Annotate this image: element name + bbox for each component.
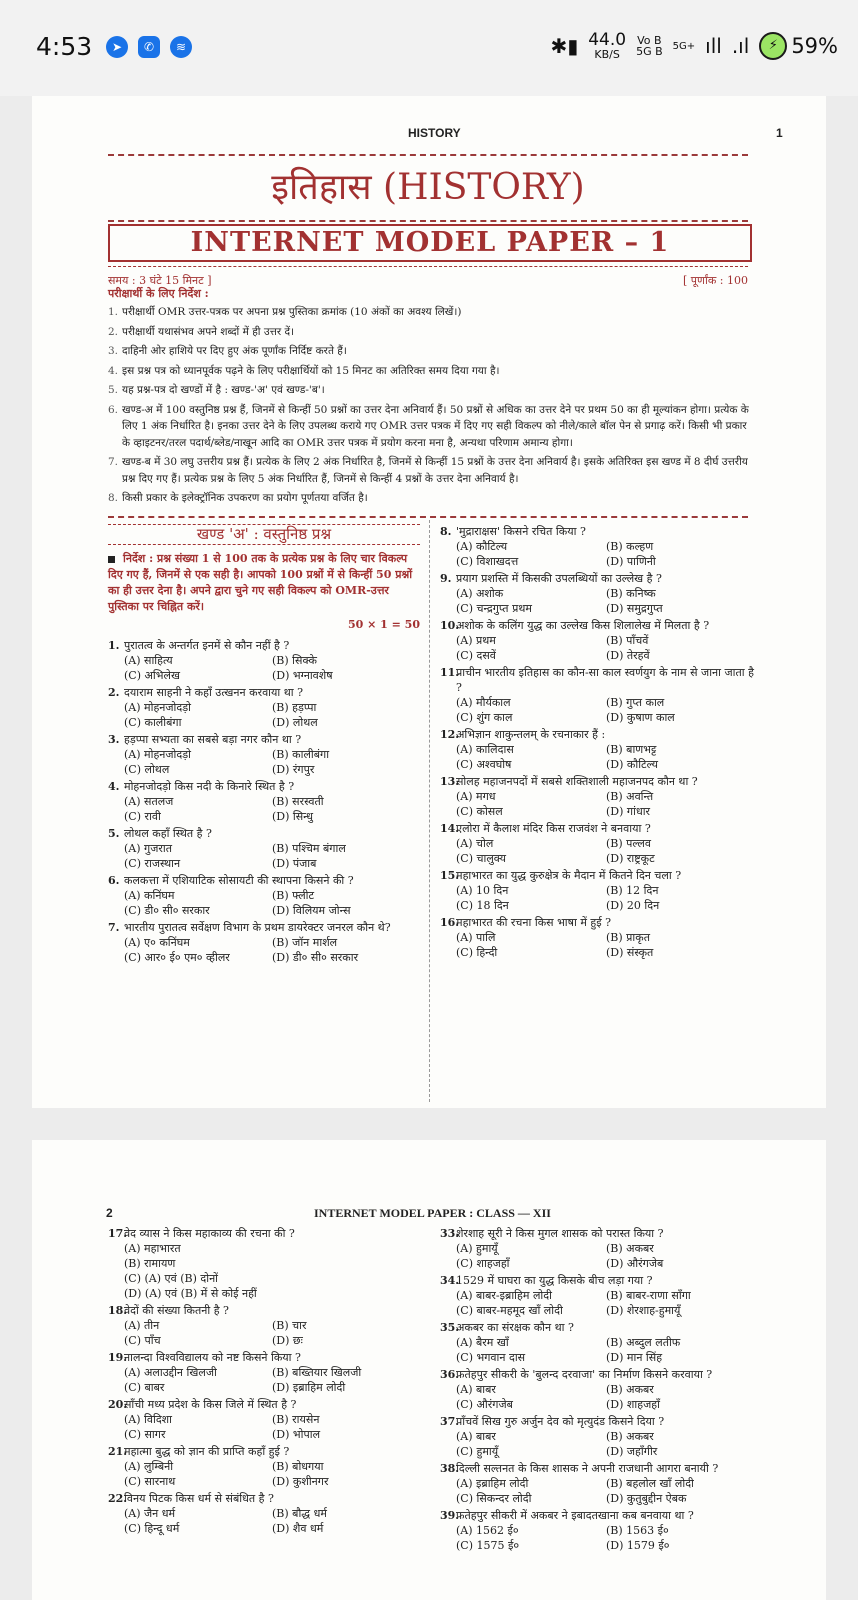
answer-option: (A) अशोक (456, 587, 504, 600)
question-item (108, 779, 420, 824)
answer-option: (C) चन्द्रगुप्त प्रथम (456, 602, 532, 615)
answer-option: (D) पाणिनी (606, 555, 656, 568)
question-list (108, 1226, 420, 1536)
question-item (440, 1226, 756, 1271)
instructions-list (108, 304, 754, 510)
instruction-number: 1. (108, 306, 119, 318)
answer-option: (D) सिन्धु (272, 810, 313, 823)
question-list (440, 1226, 756, 1553)
exam-meta (108, 266, 748, 287)
question-text: वेद व्यास ने किस महाकाव्य की रचना की ? (124, 1227, 295, 1240)
answer-option: (C) राजस्थान (124, 857, 181, 870)
clock: 4:53 (36, 32, 93, 61)
volte-indicator: Vo B 5G B (636, 34, 663, 58)
answer-option: (A) हुमायूँ (456, 1242, 498, 1255)
question-number: 39. (440, 1509, 460, 1522)
question-text: विनय पिटक किस धर्म से संबंधित है ? (124, 1492, 274, 1505)
question-number: 5. (108, 827, 120, 840)
instruction-number: 2. (108, 325, 119, 338)
answer-option: (B) अकबर (606, 1430, 654, 1443)
answer-option: (D) कुतुबुद्दीन ऐबक (606, 1492, 687, 1505)
answer-option: (C) सागर (124, 1428, 166, 1441)
question-text: अशोक के कलिंग युद्ध का उल्लेख किस शिलालेख में मिलता है ? (456, 619, 710, 632)
answer-option: (B) अकबर (606, 1242, 654, 1255)
answer-option: (C) सारनाथ (124, 1475, 176, 1488)
answer-option: (C) (A) एवं (B) दोनों (124, 1272, 219, 1285)
question-item (108, 1226, 420, 1301)
question-number: 8. (440, 525, 452, 538)
instruction-text: इस प्रश्न पत्र को ध्यानपूर्वक पढ़ने के लिए परीक्षार्थियों को 15 मिनट का अतिरिक्त समय दिया गया है। (122, 364, 500, 377)
answer-option: (D) 1579 ई० (606, 1539, 670, 1552)
instruction-item (108, 363, 754, 380)
question-number: 19. (108, 1351, 128, 1364)
answer-option: (A) बाबर-इब्राहिम लोदी (456, 1289, 552, 1302)
answer-option: (A) 10 दिन (456, 884, 509, 897)
question-list (440, 524, 756, 960)
answer-option: (A) विदिशा (124, 1413, 173, 1426)
answer-option: (C) डी० सी० सरकार (124, 904, 210, 917)
page-header-subject: HISTORY (408, 126, 461, 140)
answer-option: (B) बौद्ध धर्म (272, 1507, 327, 1520)
answer-option: (D) तेरहवें (606, 649, 650, 662)
answer-option: (B) सरस्वती (272, 795, 324, 808)
answer-option: (D) 20 दिन (606, 899, 660, 912)
answer-option: (A) गुजरात (124, 842, 172, 855)
instruction-item (108, 324, 754, 341)
status-icons (550, 32, 838, 60)
answer-option: (B) फ्लीट (272, 889, 315, 902)
battery-charging-icon: ⚡ (759, 32, 787, 60)
question-number: 15. (440, 869, 460, 882)
answer-option: (B) अब्दुल लतीफ (606, 1336, 681, 1349)
signal-icon: ıll (705, 34, 722, 58)
answer-option: (A) इब्राहिम लोदी (456, 1477, 529, 1490)
question-number: 22. (108, 1492, 128, 1505)
answer-option: (A) साहित्य (124, 654, 173, 667)
question-text: दयाराम साहनी ने कहाँ उत्खनन करवाया था ? (124, 686, 304, 699)
answer-option: (D) कुशीनगर (272, 1475, 329, 1488)
instruction-number: 4. (108, 364, 119, 377)
full-marks-label: [ पूर्णांक : 100 (683, 274, 748, 287)
question-text: पाँचवें सिख गुरु अर्जुन देव को मृत्युदंड किसने दिया ? (456, 1415, 665, 1428)
question-item (440, 1461, 756, 1506)
answer-option: (A) जैन धर्म (124, 1507, 176, 1520)
signal-icon-2: .ıl (731, 34, 750, 58)
document-page-1 (32, 96, 826, 1108)
answer-option: (A) ए० कनिंघम (124, 936, 190, 949)
question-number: 35. (440, 1321, 460, 1334)
question-text: महाभारत की रचना किस भाषा में हुई ? (456, 916, 612, 929)
answer-option: (B) गुप्त काल (606, 696, 665, 709)
answer-option: (A) सतलज (124, 795, 174, 808)
question-text: शेरशाह सूरी ने किस मुगल शासक को परास्त किया ? (456, 1227, 664, 1240)
question-text: नालन्दा विश्वविद्यालय को नष्ट किसने किया ? (124, 1351, 301, 1364)
answer-option: (C) लोथल (124, 763, 170, 776)
directive: निर्देश : प्रश्न संख्या 1 से 100 तक के प्रत्येक प्रश्न के लिए चार विकल्प दिए गए हैं, जिनमें से एक सही है। आपको 100 प्रश्नों में से किन्हीं 50 प्रश्नों का ही उत्तर देना है। अपने द्वारा चुने गए सही विकल्प को OMR-उत्तर पुस्तिका पर चिह्नित करें। (108, 552, 413, 613)
instructions-heading: परीक्षार्थी के लिए निर्देश : (108, 287, 209, 300)
answer-option: (A) 1562 ई० (456, 1524, 519, 1537)
question-text: 'मुद्राराक्षस' किसने रचित किया ? (456, 525, 586, 538)
answer-option: (C) कालीबंगा (124, 716, 182, 729)
question-item (440, 821, 756, 866)
answer-option: (A) मगध (456, 790, 496, 803)
question-text: हड़प्पा सभ्यता का सबसे बड़ा नगर कौन था ? (124, 733, 302, 746)
question-text: पुरातत्व के अन्तर्गत इनमें से कौन नहीं है ? (124, 639, 290, 652)
question-text: अकबर का संरक्षक कौन था ? (456, 1321, 574, 1334)
question-number: 36. (440, 1368, 460, 1381)
question-item (108, 638, 420, 683)
answer-option: (A) मौर्यकाल (456, 696, 511, 709)
question-number: 11. (440, 666, 460, 679)
instruction-item (108, 454, 754, 487)
instruction-text: परीक्षार्थी यथासंभव अपने शब्दों में ही उत्तर दें। (122, 325, 295, 338)
question-text: प्रयाग प्रशस्ति में किसकी उपलब्धियों का उल्लेख है ? (456, 572, 662, 585)
answer-option: (D) शेरशाह-हुमायूँ (606, 1304, 681, 1317)
question-item (440, 1273, 756, 1318)
answer-option: (C) 18 दिन (456, 899, 509, 912)
answer-option: (C) हिन्दी (456, 946, 498, 959)
answer-option: (C) 1575 ई० (456, 1539, 520, 1552)
page-number: 2 (106, 1206, 113, 1220)
answer-option: (B) हड़प्पा (272, 701, 317, 714)
question-number: 34. (440, 1274, 460, 1287)
question-text: दिल्ली सल्तनत के किस शासक ने अपनी राजधानी आगरा बनायी ? (456, 1462, 719, 1475)
answer-option: (B) 1563 ई० (606, 1524, 669, 1537)
answer-option: (D) डी० सी० सरकार (272, 951, 359, 964)
question-item (108, 732, 420, 777)
answer-option: (D) कुषाण काल (606, 711, 675, 724)
answer-option: (C) भगवान दास (456, 1351, 526, 1364)
question-text: अभिज्ञान शाकुन्तलम् के रचनाकार हैं : (456, 728, 606, 741)
question-text: महाभारत का युद्ध कुरुक्षेत्र के मैदान में कितने दिन चला ? (456, 869, 682, 882)
page-number: 1 (776, 126, 783, 140)
network-speed: 44.0 KB/S (588, 30, 627, 61)
answer-option: (D) विलियम जोन्स (272, 904, 351, 917)
answer-option: (B) अवन्ति (606, 790, 654, 803)
question-item (440, 1414, 756, 1459)
question-number: 20. (108, 1398, 128, 1411)
question-item (440, 665, 756, 725)
instruction-item (108, 304, 754, 321)
question-number: 21. (108, 1445, 128, 1458)
answer-option: (A) मोहनजोदड़ो (124, 748, 191, 761)
question-text: मोहनजोदड़ो किस नदी के किनारे स्थित है ? (124, 780, 295, 793)
question-item (108, 1444, 420, 1489)
answer-option: (D) भग्नावशेष (272, 669, 333, 682)
question-text: प्राचीन भारतीय इतिहास का कौन-सा काल स्वर्णयुग के नाम से जाना जाता है ? (456, 666, 754, 694)
question-number: 13. (440, 775, 460, 788)
instruction-item (108, 382, 754, 399)
answer-option: (A) प्रथम (456, 634, 496, 647)
question-text: सोलह महाजनपदों में सबसे शक्तिशाली महाजनपद कौन था ? (456, 775, 698, 788)
question-number: 10. (440, 619, 460, 632)
column-divider (429, 520, 430, 1102)
bluetooth-icon: ✱▮ (550, 34, 579, 58)
telegram-icon: ➤ (106, 36, 128, 58)
question-number: 37. (440, 1415, 460, 1428)
instruction-item (108, 490, 754, 507)
answer-option: (D) जहाँगीर (606, 1445, 658, 1458)
question-item (108, 920, 420, 965)
answer-option: (B) कनिष्क (606, 587, 656, 600)
marks-formula: 50 × 1 = 50 (347, 618, 420, 631)
answer-option: (D) रंगपुर (272, 763, 315, 776)
question-number: 4. (108, 780, 120, 793)
status-bar (0, 0, 858, 96)
instruction-text: परीक्षार्थी OMR उत्तर-पत्रक पर अपना प्रश्न पुस्तिका क्रमांक (10 अंकों का अवश्य लिखें।) (122, 306, 462, 318)
answer-option: (D) कौटिल्य (606, 758, 658, 771)
instruction-number: 7. (108, 456, 119, 468)
question-item (440, 524, 756, 569)
answer-option: (A) कालिदास (456, 743, 514, 756)
answer-option: (C) शाहजहाँ (456, 1257, 510, 1270)
question-number: 17. (108, 1227, 128, 1240)
question-item (440, 571, 756, 616)
question-text: फतेहपुर सीकरी में अकबर ने इबादतखाना कब बनवाया था ? (456, 1509, 694, 1522)
document-page-2 (32, 1140, 826, 1600)
answer-option: (B) बाबर-राणा साँगा (606, 1289, 691, 1302)
answer-option: (B) जॉन मार्शल (272, 936, 338, 949)
answer-option: (C) रावी (124, 810, 161, 823)
section-divider (108, 516, 748, 518)
question-item (440, 915, 756, 960)
answer-option: (D) मान सिंह (606, 1351, 663, 1364)
answer-option: (C) पाँच (124, 1334, 161, 1347)
instruction-text: यह प्रश्न-पत्र दो खण्डों में है : खण्ड-'अ' एवं खण्ड-'ब'। (122, 384, 325, 396)
instruction-number: 5. (108, 384, 119, 396)
question-item (108, 873, 420, 918)
call-app-icon: ✆ (138, 36, 160, 58)
network-type: 5G+ (672, 40, 696, 52)
question-text: 1529 में घाघरा का युद्ध किसके बीच लड़ा गया ? (456, 1274, 653, 1287)
answer-option: (B) पाँचवें (606, 634, 649, 647)
question-item (440, 1367, 756, 1412)
left-column (108, 524, 420, 967)
answer-option: (A) अलाउद्दीन खिलजी (124, 1366, 217, 1379)
battery: ⚡ 59% (759, 32, 838, 60)
question-text: कलकत्ता में एशियाटिक सोसायटी की स्थापना किसने की ? (124, 874, 354, 887)
question-number: 1. (108, 639, 120, 652)
answer-option: (C) सिकन्दर लोदी (456, 1492, 532, 1505)
instruction-number: 6. (108, 403, 119, 416)
answer-option: (A) कौटिल्य (456, 540, 508, 553)
answer-option: (D) पंजाब (272, 857, 317, 870)
question-item (440, 1508, 756, 1553)
answer-option: (C) कोसल (456, 805, 503, 818)
question-item (108, 685, 420, 730)
instruction-number: 8. (108, 492, 119, 504)
answer-option: (B) पश्चिम बंगाल (272, 842, 346, 855)
question-item (108, 1491, 420, 1536)
answer-option: (B) चार (272, 1319, 307, 1332)
hotspot-icon: ≋ (170, 36, 192, 58)
question-text: भारतीय पुरातत्व सर्वेक्षण विभाग के प्रथम डायरेक्टर जनरल कौन थे? (124, 921, 391, 934)
answer-option: (D) (A) एवं (B) में से कोई नहीं (124, 1287, 257, 1300)
section-title: खण्ड 'अ' : वस्तुनिष्ठ प्रश्न (108, 524, 420, 545)
question-item (108, 1397, 420, 1442)
answer-option: (B) बोधगया (272, 1460, 324, 1473)
answer-option: (D) संस्कृत (606, 946, 654, 959)
question-number: 7. (108, 921, 120, 934)
question-number: 16. (440, 916, 460, 929)
left-column (108, 1226, 420, 1538)
answer-option: (D) इब्राहिम लोदी (272, 1381, 346, 1394)
answer-option: (C) बाबर (124, 1381, 165, 1394)
bullet-square-icon (108, 556, 115, 563)
instruction-number: 3. (108, 345, 119, 357)
question-item (440, 618, 756, 663)
answer-option: (C) आर० ई० एम० व्हीलर (124, 951, 230, 964)
question-item (108, 1350, 420, 1395)
answer-option: (B) कल्हण (606, 540, 654, 553)
answer-option: (B) प्राकृत (606, 931, 650, 944)
question-list (108, 638, 420, 965)
time-label: समय : 3 घंटे 15 मिनट ] (108, 274, 212, 287)
question-text: लोथल कहाँ स्थित है ? (124, 827, 212, 840)
answer-option: (A) महाभारत (124, 1242, 181, 1255)
question-text: फतेहपुर सीकरी के 'बुलन्द दरवाजा' का निर्माण किसने करवाया ? (456, 1368, 713, 1381)
answer-option: (B) सिक्के (272, 654, 317, 667)
question-number: 2. (108, 686, 120, 699)
answer-option: (B) रामायण (124, 1257, 176, 1270)
question-text: वेदों की संख्या कितनी है ? (124, 1304, 229, 1317)
question-item (440, 774, 756, 819)
answer-option: (D) भोपाल (272, 1428, 321, 1441)
question-number: 12. (440, 728, 460, 741)
answer-option: (A) तीन (124, 1319, 160, 1332)
question-item (108, 1303, 420, 1348)
question-number: 18. (108, 1304, 128, 1317)
answer-option: (D) शाहजहाँ (606, 1398, 660, 1411)
answer-option: (C) हुमायूँ (456, 1445, 499, 1458)
right-column (440, 524, 756, 962)
question-number: 6. (108, 874, 120, 887)
answer-option: (B) बख्तियार खिलजी (272, 1366, 362, 1379)
answer-option: (A) बाबर (456, 1383, 496, 1396)
answer-option: (B) बाणभट्ट (606, 743, 657, 756)
answer-option: (B) बहलोल खाँ लोदी (606, 1477, 694, 1490)
answer-option: (C) बाबर-महमूद खाँ लोदी (456, 1304, 563, 1317)
question-number: 14. (440, 822, 460, 835)
question-number: 38. (440, 1462, 460, 1475)
answer-option: (D) समुद्रगुप्त (606, 602, 663, 615)
answer-option: (A) कनिंघम (124, 889, 175, 902)
instruction-text: खण्ड-अ में 100 वस्तुनिष्ठ प्रश्न हैं, जिनमें से किन्हीं 50 प्रश्नों का उत्तर देना अनिवार्य हैं। 50 प्रश्नों से अधिक का उत्तर देने पर प्रथम 50 का ही मूल्यांकन होगा। प्रत्येक के लिए 1 अंक निर्धारित है। इनका उत्तर देने के लिए उपलब्ध कराये गए OMR उत्तर पत्रक में दिए गए सही विकल्प को नीले/काले बॉल पेन से प्रगाढ़ करें। किसी भी प्रकार के व्हाइटनर/तरल पदार्थ/ब्लेड/नाखून आदि का OMR उत्तर पत्रक में प्रयोग करना मना है, अन्यथा परिणाम अमान्य होगा। (122, 403, 749, 449)
answer-option: (C) औरंगजेब (456, 1398, 513, 1411)
answer-option: (C) शुंग काल (456, 711, 513, 724)
answer-option: (A) बैरम खाँ (456, 1336, 509, 1349)
answer-option: (A) चोल (456, 837, 494, 850)
answer-option: (A) बाबर (456, 1430, 496, 1443)
right-column (440, 1226, 756, 1555)
question-item (440, 1320, 756, 1365)
answer-option: (A) लुम्बिनी (124, 1460, 174, 1473)
instruction-text: किसी प्रकार के इलेक्ट्रॉनिक उपकरण का प्रयोग पूर्णतया वर्जित है। (122, 492, 368, 504)
answer-option: (D) लोथल (272, 716, 318, 729)
page-title: इतिहास (HISTORY) (108, 154, 748, 222)
answer-option: (C) हिन्दू धर्म (124, 1522, 180, 1535)
answer-option: (C) दसवें (456, 649, 496, 662)
question-number: 3. (108, 733, 120, 746)
answer-option: (B) कालीबंगा (272, 748, 330, 761)
answer-option: (D) छः (272, 1334, 303, 1347)
question-text: महात्मा बुद्ध को ज्ञान की प्राप्ति कहाँ हुई ? (124, 1445, 290, 1458)
question-number: 9. (440, 572, 452, 585)
answer-option: (B) 12 दिन (606, 884, 659, 897)
answer-option: (A) पालि (456, 931, 496, 944)
question-item (440, 868, 756, 913)
answer-option: (C) विशाखदत्त (456, 555, 519, 568)
question-number: 33. (440, 1227, 460, 1240)
question-text: साँची मध्य प्रदेश के किस जिले में स्थित है ? (124, 1398, 297, 1411)
instruction-text: खण्ड-ब में 30 लघु उत्तरीय प्रश्न हैं। प्रत्येक के लिए 2 अंक निर्धारित है, जिनमें से किन्हीं 15 प्रश्नों के उत्तर देना अनिवार्य है। इसके अतिरिक्त इस खण्ड में 8 दीर्घ उत्तरीय प्रश्न दिए गए हैं। प्रत्येक प्रश्न के लिए 5 अंक निर्धारित हैं, जिनमें से किन्हीं 4 प्रश्नों के उत्तर देना अनिवार्य है। (122, 456, 748, 485)
instruction-item (108, 402, 754, 452)
answer-option: (D) औरंगजेब (606, 1257, 664, 1270)
answer-option: (D) राष्ट्रकूट (606, 852, 655, 865)
answer-option: (B) पल्लव (606, 837, 651, 850)
answer-option: (B) रायसेन (272, 1413, 320, 1426)
answer-option: (A) मोहनजोदड़ो (124, 701, 191, 714)
paper-subtitle: INTERNET MODEL PAPER – 1 (108, 224, 752, 262)
instruction-text: दाहिनी ओर हाशिये पर दिए हुए अंक पूर्णांक निर्दिष्ट करते हैं। (122, 345, 347, 357)
page-header: INTERNET MODEL PAPER : CLASS — XII (314, 1206, 551, 1220)
instruction-item (108, 343, 754, 360)
answer-option: (D) गांधार (606, 805, 651, 818)
answer-option: (D) शैव धर्म (272, 1522, 324, 1535)
answer-option: (C) अभिलेख (124, 669, 180, 682)
answer-option: (C) चालुक्य (456, 852, 507, 865)
question-item (108, 826, 420, 871)
answer-option: (C) अश्वघोष (456, 758, 512, 771)
question-item (440, 727, 756, 772)
answer-option: (B) अकबर (606, 1383, 654, 1396)
question-text: एलोरा में कैलाश मंदिर किस राजवंश ने बनवाया ? (456, 822, 651, 835)
